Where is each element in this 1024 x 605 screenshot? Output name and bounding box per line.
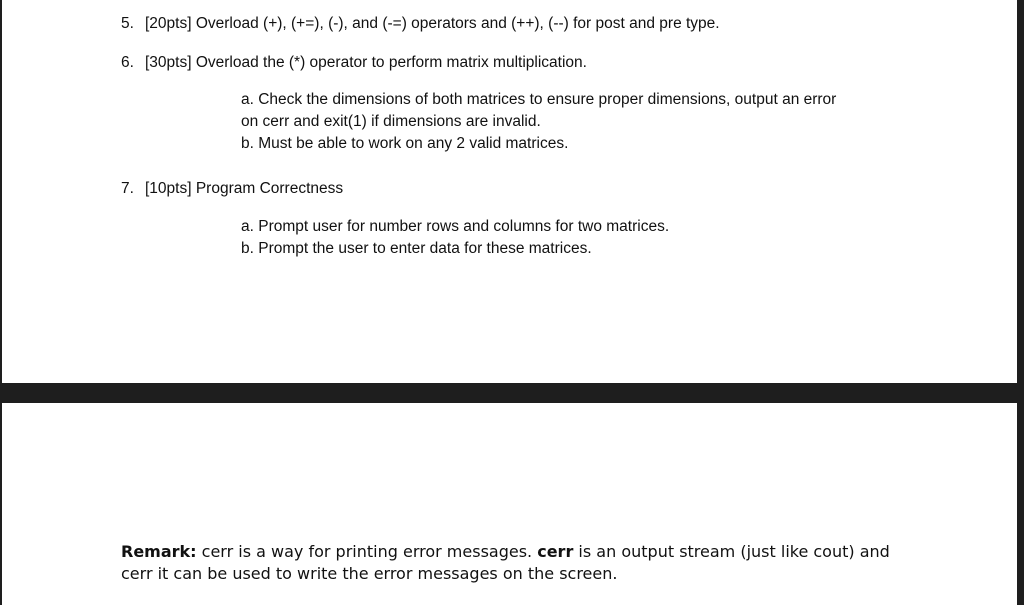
item-6-sub-a-line2: on cerr and exit(1) if dimensions are invalid. bbox=[241, 113, 541, 130]
item-7-sub-b: b. Prompt the user to enter data for these matrices. bbox=[241, 240, 592, 257]
remark-paragraph bbox=[121, 541, 921, 585]
item-5-text: [20pts] Overload (+), (+=), (-), and (-=) operators and (++), (--) for post and pre type. bbox=[145, 15, 720, 32]
item-6-number: 6. bbox=[121, 54, 134, 71]
document-page-top bbox=[2, 0, 1017, 383]
item-6-text: [30pts] Overload the (*) operator to perform matrix multiplication. bbox=[145, 54, 587, 71]
document-page-bottom bbox=[2, 403, 1017, 605]
item-6-sub-a-line1: a. Check the dimensions of both matrices to ensure proper dimensions, output an error bbox=[241, 91, 837, 108]
remark-text-part2: is an output stream (just like cout) and cerr it can be used to write the error messages on the screen. bbox=[121, 542, 890, 583]
remark-text-part1: cerr is a way for printing error messages. bbox=[196, 542, 538, 561]
item-7-sub-a: a. Prompt user for number rows and columns for two matrices. bbox=[241, 218, 670, 235]
item-5 bbox=[121, 13, 720, 35]
item-6 bbox=[121, 52, 587, 74]
remark-bold-cerr: cerr bbox=[537, 542, 574, 561]
item-6-sub-b: b. Must be able to work on any 2 valid matrices. bbox=[241, 135, 569, 152]
remark-label: Remark: bbox=[121, 542, 197, 561]
item-7-text: [10pts] Program Correctness bbox=[145, 180, 344, 197]
item-7-number: 7. bbox=[121, 180, 134, 197]
item-5-number: 5. bbox=[121, 15, 134, 32]
item-7 bbox=[121, 178, 343, 200]
